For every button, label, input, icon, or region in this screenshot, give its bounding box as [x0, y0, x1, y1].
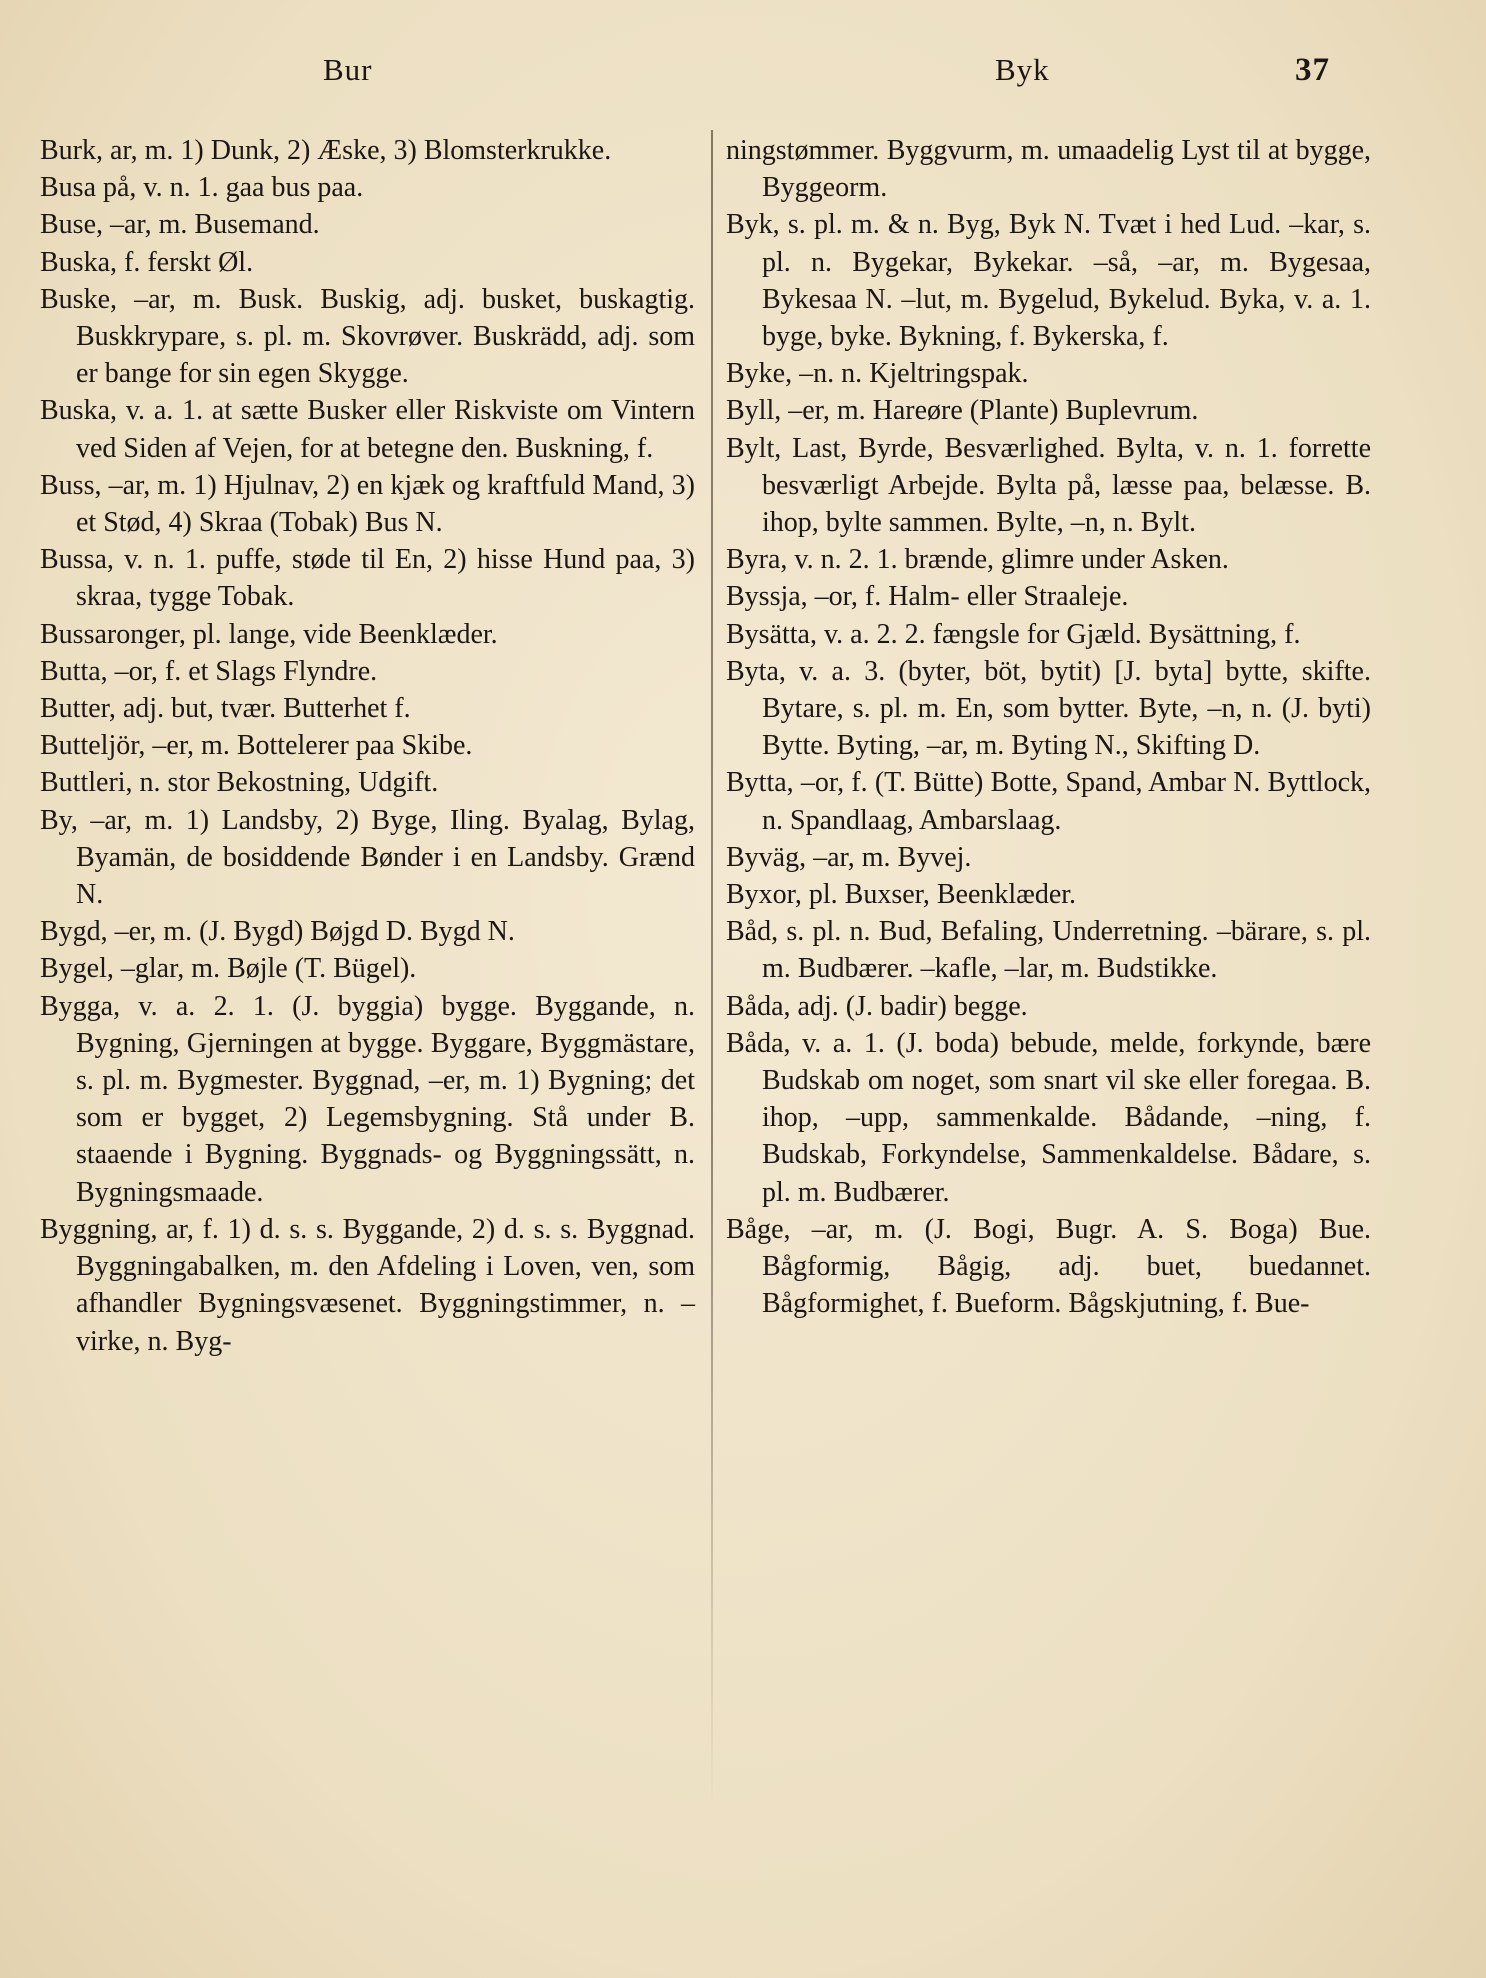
column-divider [711, 130, 713, 1810]
entry: Buska, f. ferskt Øl. [40, 246, 254, 278]
entry: Byll, –er, m. Hareøre (Plante) Buplevrum. [726, 395, 1199, 427]
entry: Bussa, v. n. 1. puffe, støde til En, 2) hisse Hund paa, 3) skraa, tygge Tobak. [40, 544, 695, 613]
entry: Bygga, v. a. 2. 1. (J. byggia) bygge. Byggande, n. Bygning, Gjerningen at bygge. Byggare, Byggmästare, s. pl. m. Bygmester. Byggnad, –er, m. 1) Bygning; det som er bygget, 2) Legemsbygning. Stå under B. staaende i Bygning. Byggnads- og Byggningssätt, n. Bygningsmaade. [40, 990, 695, 1208]
left-column [40, 132, 695, 1360]
entry: Buss, –ar, m. 1) Hjulnav, 2) en kjæk og kraftfuld Mand, 3) et Stød, 4) Skraa (Tobak) Bus N. [40, 469, 695, 539]
entry: Båda, adj. (J. badir) begge. [726, 990, 1028, 1022]
entry: Bylt, Last, Byrde, Besværlighed. Bylta, v. n. 1. forrette besværligt Arbejde. Bylta på, læsse paa, belæsse. B. ihop, bylte sammen. Bylte, –n, n. Bylt. [726, 432, 1371, 539]
page-number: 37 [1295, 52, 1330, 88]
entry: Butter, adj. but, tvær. Butterhet f. [40, 693, 411, 725]
entry: Buse, –ar, m. Busemand. [40, 209, 320, 241]
entry: Bygd, –er, m. (J. Bygd) Bøjgd D. Bygd N. [40, 916, 515, 948]
entry: Bygel, –glar, m. Bøjle (T. Bügel). [40, 953, 417, 985]
entry: Buske, –ar, m. Busk. Buskig, adj. busket, buskagtig. Buskkrypare, s. pl. m. Skovrøver. Buskrädd, adj. som er bange for sin egen Skygge. [40, 283, 695, 390]
entry: Byk, s. pl. m. & n. Byg, Byk N. Tvæt i hed Lud. –kar, s. pl. n. Bygekar, Bykekar. –så, –ar, m. Bygesaa, Bykesaa N. –lut, m. Bygelud, Bykelud. Byka, v. a. 1. byge, byke. Bykning, f. Bykerska, f. [726, 209, 1371, 353]
entry: Båge, –ar, m. (J. Bogi, Bugr. A. S. Boga) Bue. Bågformig, Bågig, adj. buet, buedannet. Bågformighet, f. Bueform. Bågskjutning, f. Bue- [726, 1213, 1371, 1320]
entry: Butteljör, –er, m. Bottelerer paa Skibe. [40, 730, 473, 762]
entry: Byta, v. a. 3. (byter, böt, bytit) [J. byta] bytte, skifte. Bytare, s. pl. m. En, som bytter. Byte, –n, n. (J. byti) Bytte. Byting, –ar, m. Byting N., Skifting D. [726, 655, 1371, 762]
entry: Bytta, –or, f. (T. Bütte) Botte, Spand, Ambar N. Byttlock, n. Spandlaag, Ambarslaag. [726, 767, 1371, 836]
entry: Bussaronger, pl. lange, vide Beenklæder. [40, 618, 498, 650]
running-head-center: Byk [995, 52, 1050, 87]
entry: Burk, ar, m. 1) Dunk, 2) Æske, 3) Blomsterkrukke. [40, 135, 612, 166]
entry: Byxor, pl. Buxser, Beenklæder. [726, 879, 1077, 911]
entry: Busa på, v. n. 1. gaa bus paa. [40, 172, 364, 204]
entry: Byssja, –or, f. Halm- eller Straaleje. [726, 581, 1129, 613]
entry: Byra, v. n. 2. 1. brænde, glimre under Asken. [726, 544, 1229, 576]
entry: Bysätta, v. a. 2. 2. fængsle for Gjæld. Bysättning, f. [726, 618, 1301, 650]
entry: By, –ar, m. 1) Landsby, 2) Byge, Iling. Byalag, Bylag, Byamän, de bosiddende Bønder i en Landsby. Grænd N. [40, 804, 695, 911]
entry: Byväg, –ar, m. Byvej. [726, 841, 972, 873]
entry: ningstømmer. Byggvurm, m. umaadelig Lyst til at bygge, Byggeorm. [726, 135, 1371, 204]
entry: Butta, –or, f. et Slags Flyndre. [40, 655, 378, 687]
entry: Byke, –n. n. Kjeltringspak. [726, 358, 1029, 390]
entry: Båda, v. a. 1. (J. boda) bebude, melde, forkynde, bære Budskab om noget, som snart vil ske eller foregaa. B. ihop, –upp, sammenkalde. Bådande, –ning, f. Budskab, Forkyndelse, Sammenkaldelse. Bådare, s. pl. m. Budbærer. [726, 1027, 1371, 1208]
entry: Byggning, ar, f. 1) d. s. s. Byggande, 2) d. s. s. Byggnad. Byggningabalken, m. den Afdeling i Loven, ven, som afhandler Bygningsvæsenet. Byggningstimmer, n. –virke, n. Byg- [40, 1213, 695, 1357]
right-column [726, 132, 1371, 1323]
running-head-left: Bur [323, 52, 373, 87]
entry: Buttleri, n. stor Bekostning, Udgift. [40, 767, 439, 799]
entry: Buska, v. a. 1. at sætte Busker eller Riskviste om Vintern ved Siden af Vejen, for at betegne den. Buskning, f. [40, 395, 695, 464]
entry: Båd, s. pl. n. Bud, Befaling, Underretning. –bärare, s. pl. m. Budbærer. –kafle, –lar, m. Budstikke. [726, 916, 1371, 985]
